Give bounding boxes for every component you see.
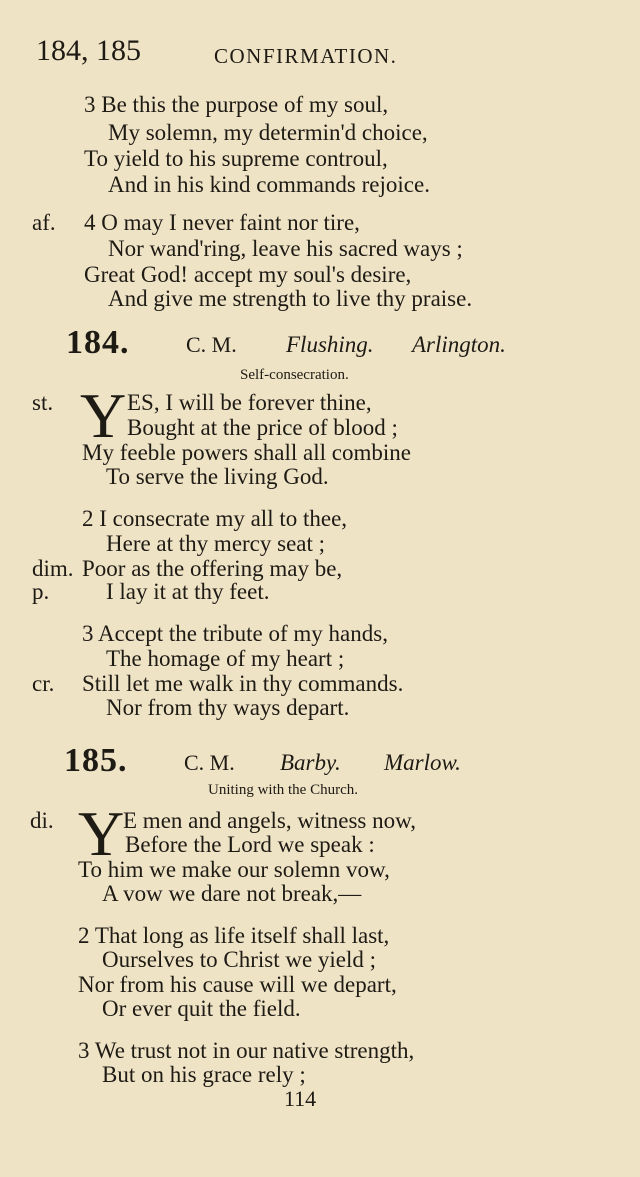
verse-line: A vow we dare not break,— [102,881,362,906]
verse-line: 3 We trust not in our native strength, [78,1038,415,1063]
tune-name: Marlow. [384,750,461,775]
verse-line: 3 Be this the purpose of my soul, [84,92,389,117]
hymn-meter: C. M. [186,332,237,357]
hymn-meter: C. M. [184,750,235,775]
verse-line: Still let me walk in thy commands. [82,671,404,696]
tune-name: Flushing. [286,332,374,357]
verse-line: And in his kind commands rejoice. [108,172,430,197]
verse-line: Poor as the offering may be, [82,556,343,581]
dynamic-mark: p. [32,579,50,604]
hymn-number: 184. [66,324,130,361]
drop-cap: Y [78,798,125,869]
verse-line: To serve the living God. [106,464,329,489]
running-header [36,34,398,68]
header-title: CONFIRMATION. [214,44,398,68]
verse-line: 2 That long as life itself shall last, [78,923,390,948]
header-hymn-numbers: 184, 185 [36,34,141,67]
hymn-subtitle: Self-consecration. [240,367,349,383]
verse-line: To him we make our solemn vow, [78,857,390,882]
tune-name: Barby. [280,750,341,775]
dynamic-mark: af. [32,210,56,235]
verse-line: Bought at the price of blood ; [127,415,398,440]
verse-line: ES, I will be forever thine, [127,390,372,415]
verse-line: And give me strength to live thy praise. [108,286,473,311]
verse-line: 4 O may I never faint nor tire, [84,210,360,235]
verse-line: Great God! accept my soul's desire, [84,262,412,287]
verse-line: My feeble powers shall all combine [82,440,411,465]
verse-line: E men and angels, witness now, [123,808,416,833]
hymn-number: 185. [64,742,128,779]
verse-line: To yield to his supreme controul, [84,146,388,171]
dynamic-mark: st. [32,390,54,415]
hymn-subtitle: Uniting with the Church. [208,782,358,798]
dynamic-mark: dim. [32,556,74,581]
verse-line: Here at thy mercy seat ; [106,531,326,556]
page-number: 114 [284,1086,317,1111]
dynamic-mark: di. [30,808,54,833]
verse-line: My solemn, my determin'd choice, [108,120,428,145]
verse-line: But on his grace rely ; [102,1062,306,1087]
tune-name: Arlington. [412,332,506,357]
verse-line: 2 I consecrate my all to thee, [82,506,348,531]
verse-line: Ourselves to Christ we yield ; [102,947,377,972]
verse-line: Nor from thy ways depart. [106,695,350,720]
verse-line: Nor wand'ring, leave his sacred ways ; [108,236,463,261]
verse-line: Before the Lord we speak : [125,832,375,857]
verse-line: I lay it at thy feet. [106,579,270,604]
verse-line: The homage of my heart ; [106,646,345,671]
drop-cap: Y [80,380,127,451]
verse-line: 3 Accept the tribute of my hands, [82,621,388,646]
dynamic-mark: cr. [32,671,55,696]
verse-line: Or ever quit the field. [102,996,301,1021]
verse-line: Nor from his cause will we depart, [78,972,397,997]
